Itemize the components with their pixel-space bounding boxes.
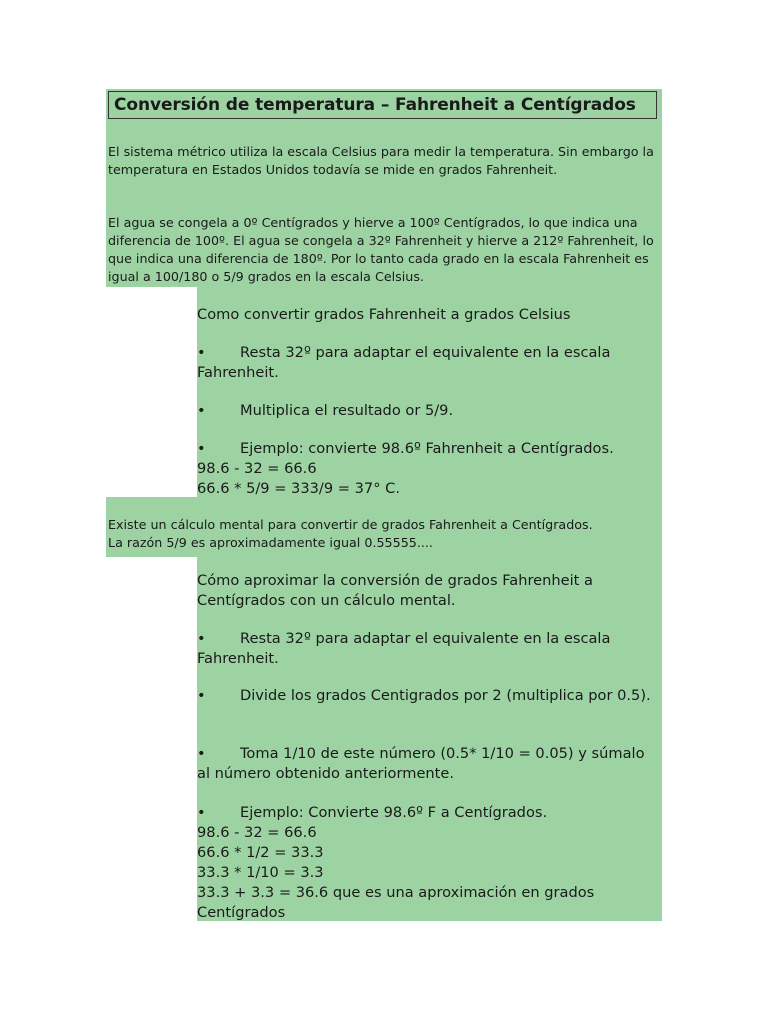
section1-calc-2: 66.6 * 5/9 = 333/9 = 37° C. xyxy=(197,480,400,497)
section2-calc-2: 66.6 * 1/2 = 33.3 xyxy=(197,844,324,861)
section2-step-3-text: Toma 1/10 de este número (0.5* 1/10 = 0.05) y súmalo al número obtenido anteriormente. xyxy=(197,745,645,782)
section2-step-4-text: Ejemplo: Convierte 98.6º F a Centígrados. xyxy=(240,804,548,821)
section1-step-1-text: Resta 32º para adaptar el equivalente en la escala Fahrenheit. xyxy=(197,344,611,381)
section1-step-3 xyxy=(197,439,659,499)
section1-heading: Como convertir grados Fahrenheit a grados Celsius xyxy=(197,306,571,323)
section2-step-1 xyxy=(197,629,659,669)
bullet-icon: • xyxy=(197,630,206,647)
section1-step-2 xyxy=(197,401,659,421)
bullet-icon: • xyxy=(197,804,206,821)
section2-calc-1: 98.6 - 32 = 66.6 xyxy=(197,824,317,841)
mental-note-line-1: Existe un cálculo mental para convertir de grados Fahrenheit a Centígrados. xyxy=(108,517,593,532)
bullet-icon: • xyxy=(197,344,206,361)
section2-step-2-text: Divide los grados Centigrados por 2 (multiplica por 0.5). xyxy=(240,687,651,704)
section2-heading: Cómo aproximar la conversión de grados Fahrenheit a Centígrados con un cálculo mental. xyxy=(197,572,593,609)
section1-step-3-text: Ejemplo: convierte 98.6º Fahrenheit a Centígrados. xyxy=(240,440,614,457)
section2-step-1-text: Resta 32º para adaptar el equivalente en la escala Fahrenheit. xyxy=(197,630,611,667)
mental-note xyxy=(108,516,664,552)
section2-calc-3: 33.3 * 1/10 = 3.3 xyxy=(197,864,324,881)
section1-step-2-text: Multiplica el resultado or 5/9. xyxy=(240,402,454,419)
bullet-icon: • xyxy=(197,687,206,704)
bullet-icon: • xyxy=(197,402,206,419)
section1-calc-1: 98.6 - 32 = 66.6 xyxy=(197,460,317,477)
intro-paragraph-2: El agua se congela a 0º Centígrados y hierve a 100º Centígrados, lo que indica una diferencia de 100º. El agua se congela a 32º Fahrenheit y hierve a 212º Fahrenheit, lo que indica una diferencia de 180º. Por lo tanto cada grado en la escala Fahrenheit es igual a 100/180 o 5/9 grados en la escala Celsius. xyxy=(108,215,654,284)
section2-step-4 xyxy=(197,803,659,923)
bullet-icon: • xyxy=(197,440,206,457)
section2-step-3 xyxy=(197,744,659,784)
section2-step-2 xyxy=(197,686,659,706)
mental-note-line-2: La razón 5/9 es aproximadamente igual 0.55555.... xyxy=(108,535,433,550)
page-title: Conversión de temperatura – Fahrenheit a Centígrados xyxy=(108,91,657,119)
bullet-icon: • xyxy=(197,745,206,762)
intro-paragraph-1: El sistema métrico utiliza la escala Celsius para medir la temperatura. Sin embargo la temperatura en Estados Unidos todavía se mide en grados Fahrenheit. xyxy=(108,144,654,177)
section1-step-1 xyxy=(197,343,659,383)
section2-calc-4: 33.3 + 3.3 = 36.6 que es una aproximación en grados Centígrados xyxy=(197,884,595,921)
